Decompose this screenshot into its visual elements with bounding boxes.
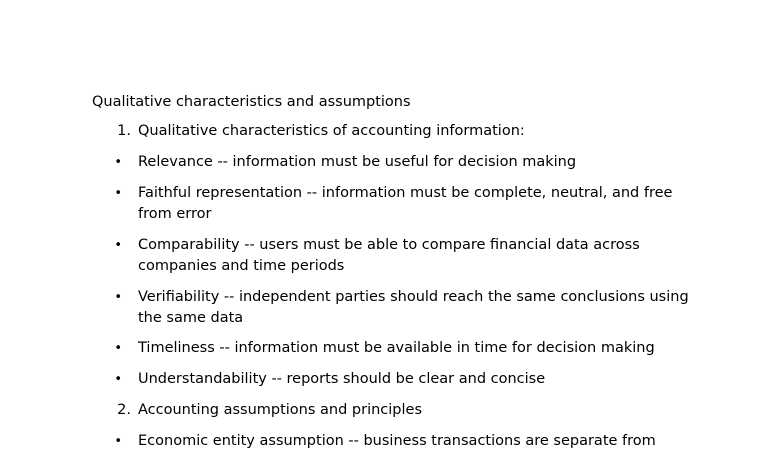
bullet-icon: • — [114, 372, 122, 387]
list-number: 2. — [117, 402, 131, 418]
list-item-text: Economic entity assumption -- business transactions are separate from — [138, 433, 656, 449]
list-number: 1. — [117, 123, 131, 139]
list-item-text: Comparability -- users must be able to compare financial data across companies and time periods — [138, 237, 640, 274]
list-item-text: Relevance -- information must be useful for decision making — [138, 154, 577, 170]
list-item-text: Faithful representation -- information must be complete, neutral, and free from error — [138, 185, 673, 222]
bullet-icon: • — [114, 290, 122, 305]
bullet-icon: • — [114, 434, 122, 449]
bullet-icon: • — [114, 155, 122, 170]
list-item-text: Qualitative characteristics of accounting information: — [138, 123, 525, 139]
list-item-text: Verifiability -- independent parties should reach the same conclusions using the same data — [138, 289, 689, 326]
bullet-icon: • — [114, 238, 122, 253]
bullet-icon: • — [114, 186, 122, 201]
list-item-text: Accounting assumptions and principles — [138, 402, 423, 418]
bullet-icon: • — [114, 341, 122, 356]
list-item-text: Understandability -- reports should be clear and concise — [138, 371, 546, 387]
list-item-text: Timeliness -- information must be available in time for decision making — [138, 340, 655, 356]
document-heading: Qualitative characteristics and assumptions — [92, 94, 411, 110]
